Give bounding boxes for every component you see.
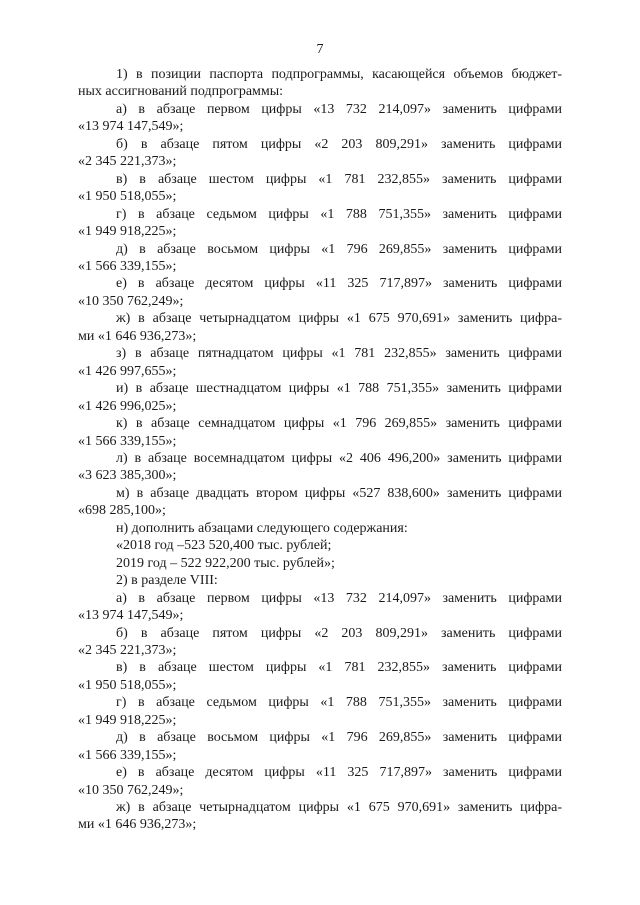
text-line: н) дополнить абзацами следующего содержания: — [116, 520, 408, 536]
text-line: г) в абзаце седьмом цифры «1 788 751,355» заменить цифрами — [116, 695, 562, 711]
text-line: 2019 год – 522 922,200 тыс. рублей»; — [116, 555, 335, 571]
text-line: м) в абзаце двадцать втором цифры «527 838,600» заменить цифрами — [116, 485, 562, 501]
text-line: з) в абзаце пятнадцатом цифры «1 781 232,855» заменить цифрами — [116, 346, 562, 362]
text-line: в) в абзаце шестом цифры «1 781 232,855» заменить цифрами — [116, 660, 562, 676]
text-line: г) в абзаце седьмом цифры «1 788 751,355» заменить цифрами — [116, 206, 562, 222]
text-line: «2018 год –523 520,400 тыс. рублей; — [116, 538, 332, 554]
text-line: в) в абзаце шестом цифры «1 781 232,855» заменить цифрами — [116, 171, 562, 187]
text-line: «1 950 518,055»; — [78, 677, 177, 693]
text-line: ж) в абзаце четырнадцатом цифры «1 675 970,691» заменить цифра- — [116, 311, 562, 327]
text-line: «1 949 918,225»; — [78, 224, 177, 240]
text-line: а) в абзаце первом цифры «13 732 214,097» заменить цифрами — [116, 590, 562, 606]
text-line: ных ассигнований подпрограммы: — [78, 84, 284, 100]
document-body — [78, 66, 562, 834]
text-line: е) в абзаце десятом цифры «11 325 717,897» заменить цифрами — [116, 765, 562, 781]
text-line: а) в абзаце первом цифры «13 732 214,097» заменить цифрами — [116, 101, 562, 117]
text-line: «1 426 997,655»; — [78, 363, 177, 379]
text-line: «1 949 918,225»; — [78, 712, 177, 728]
text-line: «13 974 147,549»; — [78, 119, 184, 135]
text-line: и) в абзаце шестнадцатом цифры «1 788 751,355» заменить цифрами — [116, 381, 562, 397]
text-line: к) в абзаце семнадцатом цифры «1 796 269,855» заменить цифрами — [116, 416, 562, 432]
text-line: л) в абзаце восемнадцатом цифры «2 406 496,200» заменить цифрами — [116, 450, 562, 466]
text-line: 2) в разделе VIII: — [116, 573, 218, 589]
text-line: 1) в позиции паспорта подпрограммы, касающейся объемов бюджет- — [116, 67, 562, 82]
text-line: «1 566 339,155»; — [78, 747, 177, 763]
text-line: д) в абзаце восьмом цифры «1 796 269,855» заменить цифрами — [116, 730, 562, 746]
text-line: «3 623 385,300»; — [78, 468, 177, 484]
text-line: «2 345 221,373»; — [78, 642, 177, 658]
text-line: б) в абзаце пятом цифры «2 203 809,291» заменить цифрами — [116, 136, 562, 152]
text-line: б) в абзаце пятом цифры «2 203 809,291» заменить цифрами — [116, 625, 562, 641]
text-line: «1 566 339,155»; — [78, 433, 177, 449]
text-line: «2 345 221,373»; — [78, 154, 177, 170]
text-line: «698 285,100»; — [78, 503, 166, 519]
text-line: «13 974 147,549»; — [78, 608, 184, 624]
text-line: «10 350 762,249»; — [78, 782, 184, 798]
text-line: ми «1 646 936,273»; — [78, 328, 197, 344]
text-line: «1 566 339,155»; — [78, 258, 177, 274]
text-line: д) в абзаце восьмом цифры «1 796 269,855» заменить цифрами — [116, 241, 562, 257]
text-line: «1 950 518,055»; — [78, 189, 177, 205]
page-number: 7 — [316, 42, 324, 57]
text-line: «1 426 996,025»; — [78, 398, 177, 414]
text-line: ж) в абзаце четырнадцатом цифры «1 675 970,691» заменить цифра- — [116, 800, 562, 816]
text-line: ми «1 646 936,273»; — [78, 817, 197, 833]
text-line: «10 350 762,249»; — [78, 293, 184, 309]
text-line: е) в абзаце десятом цифры «11 325 717,897» заменить цифрами — [116, 276, 562, 292]
